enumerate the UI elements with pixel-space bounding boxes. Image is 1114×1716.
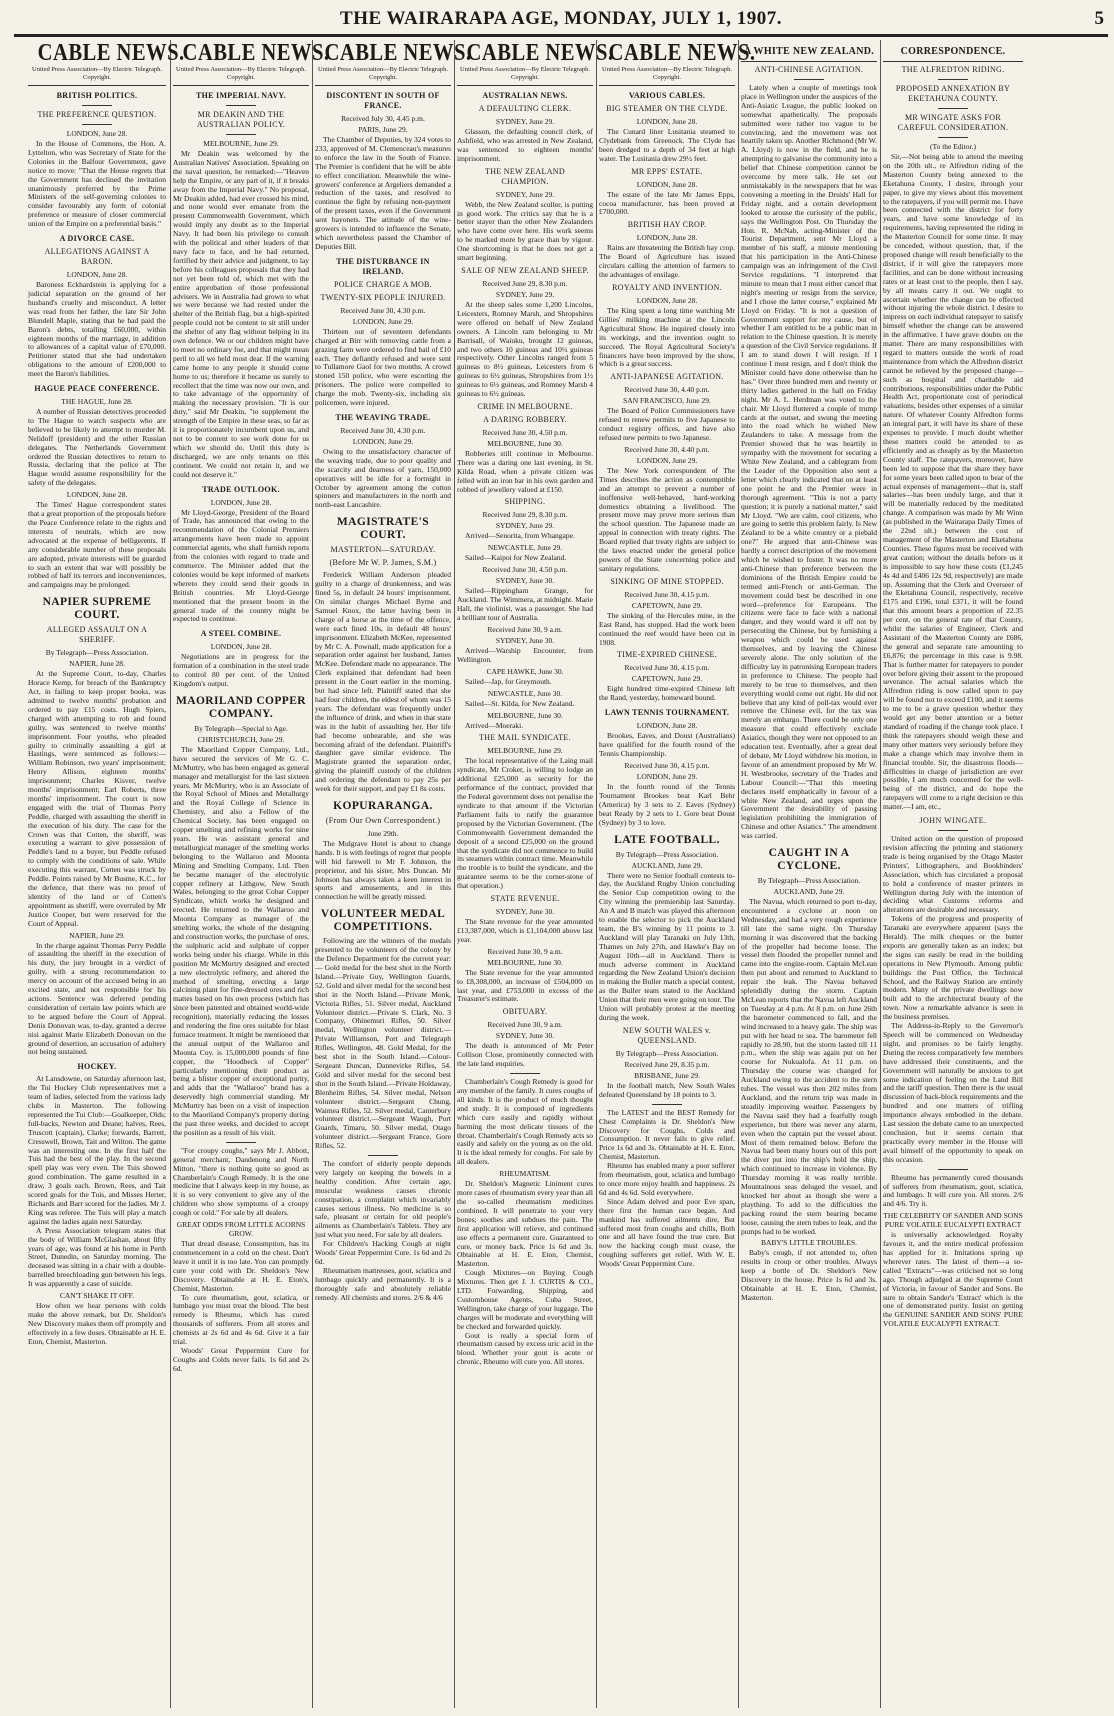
dateline: LONDON, June 28. — [210, 497, 272, 507]
subheading: MR EPPS' ESTATE. — [631, 166, 703, 176]
rule — [28, 85, 166, 86]
received-line: Received June 30, 4.15 p.m. — [624, 589, 710, 599]
subheading: BRITISH HAY CROP. — [627, 220, 707, 230]
dateline: MELBOURNE, June 30. — [487, 710, 563, 720]
subheading: ALLEGATIONS AGAINST A BARON. — [44, 247, 150, 267]
article-body: Brookes, Eaves, and Doust (Australians) have qualified for the fourth round of the Tennis Championship. — [599, 731, 735, 759]
column-divider — [454, 40, 455, 1708]
dateline: PARIS, June 29. — [358, 125, 408, 134]
received-line: Received June 30, 4.15 p.m. — [624, 760, 710, 770]
received-line: Received June 30, 9 a.m. — [487, 624, 563, 634]
article-body: Webb, the New Zealand sculler, is putting in good work. The critics say that he is a better stayer than the other New Zealanders who have come over here. His work seems to be marked more by grace than by vigour. One shortcoming is that he does not get a smart beginning. — [457, 199, 593, 263]
subheading: ALLEGED ASSAULT ON A SHERIFF. — [46, 625, 148, 645]
cable-news-banner: CABLE NEWS. — [608, 40, 756, 66]
dateline: SYDNEY, June 30. — [495, 1031, 555, 1041]
section-heading: HAGUE PEACE CONFERENCE. — [34, 384, 160, 394]
column-1 — [28, 40, 185, 1710]
letter-body: Sir,—Not being able to attend the meeting on the 20th ult., re Alfredton riding of the Masterton County being annexed to the Eketahuna County, I desire, through your paper, to give my views about this movement to the ratepayers, if you will permit me. I have been connected with the district for forty years, and have some knowledge of its requirements, having represented the riding in the Masterton Council for some time. It may be conceded, without question, that, if the proposed change will result beneficially to the district, if it will give the ratepayers more facilities, and can be done without increasing rates or at least cost to the people, then I say, by all means carry it out. We ought to ascertain whether the change can be effected without injuring the whole district. I desire to impress on each individual ratepayer to satisfy himself whether the change can be answered in the affirmative. I have grave doubts on the matter. There are many responsibilities with regard to matters outside the work of road maintenance from which the Alfredton district cannot be relieved by the proposed change—such as hospital and charitable aid contributions, responsibilities under the Public Health Act, proportionate cost of periodical valuations, besides other expenses of a similar nature. Of whatever County Alfredton forms an integral part, it will have its share of these expenses to provide. I much doubt whether these matters could be attended to as efficiently and as cheaply as by the Masterton County staff. The ratepayers, moreover, have been led to suppose that the share they have for some years been called upon to bear of the actual expenses of management—that is, staff salaries—has been unduly large, and that it will be materially reduced by the meditated change. A comparison was made by Mr Winn (as published in the Wairarapa Daily Times of the 22nd ult.) between the cost of management of the Masterton and Eketahuna Counties. These figures must be received with great caution; without the details before us it is impossible to say how these costs (£1,245 4s 4d and £406 12s 9d, respectively) are made up. Assuming that the Clerk and Overseer of the Eketahuna Council, respectively, receive £175 and £196, total £371, it will be found that this amount bears a proportion of 22.35 per cent. on the general rate of that County, whilst the salaries of Engineer, Clerk and Assistant of the Masterton County are £686, the general and separate rate amounting to £6,876; the percentage in this case is 9.98. That is further matter for ratepayers to ponder over before giving their assent to the proposed severance. The actual salaries which the Alfredton riding is now called upon to pay will be found not to exceed £100, and it seems to me to be a grave question whether they would get any better attention or a better standard of roading if the change took place. I think the ratepayers should weigh these and many other matters very seriously before they make a change which may involve them in financial trouble. Sir, the disastrous floods—difficulties in charge of jurisdiction are ever possible, I am much concerned for the well-being of the district, and do hope the ratepayers will come to a right decision re this matter.—I am, etc., — [883, 152, 1023, 812]
advertisement: Dr. Sheldon's Magnetic Liniment cures more cases of rheumatism every year than all the so-called rheumatism medicines combined. It will penetrate to your very bones; soothes and subdues the pain. The first application will relieve, and continued use effects a permanent cure. Guaranteed to cure, or money back. Price 1s 6d and 3s. Obtainable at H. E. Eton, Chemist, Masterton. — [457, 1179, 593, 1269]
subheading: THE PREFERENCE QUESTION. — [37, 110, 157, 119]
section-heading: A WHITE NEW ZEALAND. — [743, 46, 875, 57]
dateline: LONDON, June 29. — [352, 316, 414, 326]
article-body: The Chamber of Deputies, by 324 votes to 233, approved of M. Clemenceau's measures to enforce the law in the South of France. The Premier is confident that he will be able to effect conciliation. Meanwhile the wine-growers' conference at Argeliers demanded a reduction of the taxes, and resolved to continue the fight by refusing non-payment of the present taxes, even if the Government sent bayonets. The attitude of the wine-growers is intended to influence the Senate, which nevertheless passed the Chamber of Deputies Bill. — [315, 135, 451, 251]
subheading: MR DEAKIN AND THE AUSTRALIAN POLICY. — [196, 110, 286, 129]
dateline: CAPETOWN, June 29. — [631, 674, 703, 684]
column-divider — [738, 40, 739, 1708]
received-line: Received June 29, 8.35 p.m. — [624, 1059, 710, 1069]
received-line: Received June 30, 4.40 p.m. — [624, 385, 710, 395]
section-heading: CAUGHT IN A CYCLONE. — [768, 847, 850, 873]
dateline: SYDNEY, June 29. — [495, 117, 555, 126]
dateline: LONDON, June 29. — [352, 436, 414, 446]
masthead-rule — [14, 36, 1108, 37]
article-body: Arrived—Senorita, from Whangape. — [465, 531, 575, 541]
subheading: THE ALFREDTON RIDING. — [901, 65, 1005, 74]
masthead — [14, 6, 1108, 36]
article-body: Arrived—Moeraki. — [465, 720, 524, 730]
banner-credit: United Press Association—By Electric Telegraph. Copyright. — [602, 66, 732, 81]
article-body: The death is announced of Mr Peter Collison Close, prominently connected with the late land enquiries. — [457, 1041, 593, 1069]
dateline: LONDON, June 29. — [636, 455, 698, 465]
ad-title: CAN'T SHAKE IT OFF. — [59, 1291, 135, 1301]
article-body: Sailed—Kaipoi for New Zealand. — [465, 553, 567, 563]
received-line: Received July 30, 4.45 p.m. — [341, 114, 425, 123]
column-divider — [170, 40, 171, 1708]
advertisement: How often we hear persons with colds make the above remark, but Dr. Sheldon's New Discovery makes them off promptly and effectively in a few doses. Obtainable at H. E. Eton, Chemist, Masterton. — [28, 1301, 166, 1346]
dateline: MELBOURNE, June 29. — [203, 139, 279, 148]
ad-title: GREAT ODDS FROM LITTLE ACORNS GROW. — [176, 1220, 306, 1239]
dateline: AUCKLAND, June 29. — [631, 860, 703, 870]
advertisement: Cough Mixtures—on Buying Cough Mixtures. Then get J. J. CURTIS & CO., LTD. Forwarding, Shipping, and Customhouse Agents, Cuba Street, Wellington, take charge of your luggage. The charges will be moderate and everything will be checked and forwarded quickly. — [457, 1268, 593, 1331]
section-heading: MAGISTRATE'S COURT. — [336, 516, 430, 542]
dateline: LONDON, June 28. — [66, 129, 128, 138]
advertisement: The comfort of elderly people depends very largely on keeping the bowels in a healthy condition. After certain age, muscular weakness causes chronic constipation, a complaint which invariably causes serious illness. No medicine is so safe, pleasant or certain for old people's ailments as Chamberlain's Tablets. They are just what you need. For sale by all dealers. — [315, 1159, 451, 1240]
received-line: Received June 29, 8.30 p.m. — [482, 510, 568, 520]
byline: By Telegraph—Press Association. — [757, 876, 861, 886]
subheading: A DARING ROBBERY. — [483, 414, 567, 424]
column-5 — [599, 40, 756, 1710]
article-body: Eight hundred time-expired Chinese left the Rand, yesterday, homeward bound. — [599, 684, 735, 703]
dateline: SAN FRANCISCO, June 29. — [623, 396, 711, 406]
advertisement: Baby's cough, if not attended to, often results in croup or other troubles. Always keep a bottle of Dr. Sheldon's New Discovery in the house. Price 1s 6d and 3s. Obtainable at H. E. Eton, Chemist, Masterton. — [741, 1248, 877, 1302]
cable-news-banner: CABLE NEWS. — [324, 40, 472, 66]
section-heading: BRITISH POLITICS. — [56, 91, 138, 100]
article-body: Lately when a couple of meetings took place in Wellington under the auspices of the Anti-Asiatic League, the public looked on somewhat apathetically. The proposals submitted were rather too vague to be convincing, and the movement was not heartily taken up. Another Richmond (Mr W. A. Lloyd) is now in the field, and he is attempting to galvanise the community into a belief that Chinese competition cannot be overcome by mere talk. He set out unmistakably in the newspapers that he was convening a meeting in the Druids' Hall for Friday night, and a certain development looked to arouse the curiosity of the public, says the Wellington Post. On Thursday the Hon. R. McNab, acting-Minister of the Tourist Department, sent Mr Lloyd a member of his staff, a minute mentioning that his participation in the Anti-Chinese campaign was an infringement of the Civil Service regulations. "I interpreted that minute to mean that I must either cancel that night's meeting or resign from the service, and I chose the latter course," explained Mr Lloyd on Friday. "It is not a question of Government support for my cause, but of whether I am entitled to be a public man in relation to the Chinese question. It is merely a question of the Civil Service regulations. If I am to stand down I will resign. If I continue I must resign, and I don't think the Minister could have done otherwise than he has." Over three hundred men and twenty or thirty ladies gathered in the hall on Friday night. Mr A. L. Herdman was voted to the chair. Mr Lloyd fluttered a couple of trump cards at the outset, and swung the meeting into the road which he wished New Zealanders to take. A message from the Premier showed that he was heartily in sympathy with the movement for securing a White New Zealand, and a cablegram from the Leader of the Opposition also sent a letter which clearly indicated that on at least one point he and the Premier were in thorough agreement. "This is not a party question; it is purely a national matter," said Mr Lloyd. "We are calm, cool citizens, who are going to settle this problem fairly. Is New Zealand to be a white country or a piebald one?" He argued that anti-Chinese was hardly a correct description of the movement which he wished to foster. It was no more anti-Chinese than preference between the dominions of the British Empire could be termed anti-French or anti-German. The movement could best be described in one word—preference for Europeans. The citizens were face to face with a national danger, and they would ward it off not by persecuting the Chinese, but by furnishing a weapon which could be used against themselves, and by leaving the Chinese severely alone. The only solution of the difficulty lay in patronising European traders in preference to Chinese. The people had merely to be true to themselves, and then everything would come out right. He did not believe that any kind of poll-tax would ever remove the Chinese evil, for the tax was merely an embargo. There could be only one measure that could effectively exclude Asiatics, though they were not opposed to an education test. Eventually, after a great deal of debate, Mr Lloyd withdrew his motion, in favour of an amendment proposed by Mr W. H. Westbrooke, secretary of the Trades and Labour Council:—"That this meeting declares itself emphatically in favour of a white New Zealand, and urges upon the Government the desirability of passing legislation prohibiting the immigration of Chinese and other Asiatics." The amendment was carried. — [741, 83, 877, 841]
dateline: SYDNEY, June 30. — [495, 635, 555, 645]
dateline: LONDON, June 28. — [636, 295, 698, 305]
byline: By Telegraph—Press Association. — [615, 1048, 719, 1058]
subheading: OBITUARY. — [502, 1007, 548, 1017]
dateline: LONDON, June 28. — [636, 179, 698, 189]
article-body: In the charge against Thomas Perry Peddle of assaulting the sheriff in the execution of his duty, the jury brought in a verdict of guilty, with a strong recommendation to mercy on account of the accused being in an excited state, and not responsible for his actions. Sentence was deferred pending consideration of certain law points which are to be argued before the Court of Appeal. Denis Donovan was, to-day, granted a decree nisi against Marie Elizabeth Donovan on the ground of desertion, an accusation of adultery not being sustained. — [28, 940, 166, 1057]
received-line: Received June 30, 4.30 p.m. — [340, 305, 426, 315]
dateline: LONDON, June 28. — [66, 490, 128, 500]
section-heading: HOCKEY. — [77, 1062, 117, 1072]
dateline: LONDON, June 28. — [210, 642, 272, 652]
dateline: SYDNEY, June 29. — [495, 289, 555, 299]
subheading: MR WINGATE ASKS FOR CAREFUL CONSIDERATION. — [897, 113, 1009, 132]
article-body: Owing to the unsatisfactory character of the weaving trade, due to poor quality and the scarcity and dearness of yarn, 150,000 operatives will be idle for a fortnight in October by agreement among the cotton spinners and manufacturers in the north and north-east Lancashire. — [315, 446, 451, 510]
section-heading: THE DISTURBANCE IN IRELAND. — [336, 256, 430, 276]
dateline: NAPIER, June 28. — [69, 659, 125, 669]
banner-credit: United Press Association—By Electric Telegraph. Copyright. — [318, 66, 448, 81]
dateline: SYDNEY, June 30. — [495, 907, 555, 917]
banner-credit: United Press Association—By Electric Telegraph. Copyright. — [32, 66, 162, 81]
section-heading: THE WEAVING TRADE. — [335, 412, 431, 422]
article-body: Sailed—St. Kilda, for New Zealand. — [465, 698, 575, 708]
dateline: SYDNEY, June 29. — [495, 521, 555, 531]
column-2 — [173, 40, 330, 1710]
article-body: Tokens of the progress and prosperity of Taranaki are everywhere apparent (says the Herald). The milk cheques or the butter exports are generally taken as an index; but the signs can easily be read in the building operations in New Plymouth. Among public buildings the Post Office, the Technical School, and the Railway Station are entirely modern. Many of the private dwellings now built add to the architectural beauty of the town. Now a remarkable advance is seen in the business premises. — [883, 914, 1023, 1022]
byline: By Telegraph—Press Association. — [45, 648, 149, 658]
advertisement: is universally acknowledged. Royalty favours it, and the entire medical profession has applied for it. Imitations spring up wherever rates. The latest of them—a so-called "Extracts"—was criticised not so long ago. Though adjudged at the Supreme Court of Victoria, in favour of Sander and Sons. Be sure to obtain Sander's 'Extract' which is the one of demonstrated purity. Insist on getting the GENUINE SANDER AND SONS' PURE VOLATILE EUCALYPTI EXTRACT. — [883, 1230, 1023, 1329]
advertisement: Rheumo has enabled many a poor sufferer from rheumatism, gout, sciatica and lumbago to once more enjoy health and happiness. 2s 6d and 4s 6d. Sold everywhere. — [599, 1161, 736, 1197]
article-body: There were no Senior football contests to-day, the Auckland Rugby Union concluding the Senior Cup competition owing to the City winning the premiership last Saturday. An A and B match was played this afternoon to enable the selector to pick the Auckland team, the B's winning by 11 points to 3. Auckland will play Taranaki on July 13th, Thames on July 27th, and Hawke's Bay on August 10th—all in Auckland. There is much adverse comment in Auckland regarding the New Zealand Union's decision in making the Buller match a special contest, as the Buller team stated to the Auckland Union that their men were going on tour. The Union will probably protest at the meeting during the week. — [599, 870, 735, 1022]
dateline: NAPIER, June 29. — [69, 930, 125, 940]
article-body: In the football match, New South Wales defeated Queensland by 18 points to 3. — [599, 1080, 735, 1099]
article-body: In the House of Commons, the Hon. A. Lyttelton, who was Secretary of State for the Colonies in the Balfour Government, gave notice to move: "That the House regrets that the Government has declined the invitation unanimously preferred by the Prime Ministers of the self-governing colonies to consider favourably any form of colonial preference or measure of closer commercial union of the Empire on a preferential basis." — [28, 139, 166, 229]
column-divider — [596, 40, 597, 1708]
dateline: THE HAGUE, June 28. — [61, 397, 133, 407]
article-body: Sailed—Jap, for Greymouth. — [465, 676, 552, 686]
article-body: The estate of the late Mr James Epps, cocoa manufacturer, has been proved at £700,000. — [599, 189, 735, 217]
subheading: TIME-EXPIRED CHINESE. — [616, 650, 718, 660]
advertisement: Rheumo has permanently cured thousands of sufferers from rheumatism, gout, sciatica, and lumbago. It will cure you. All stores. 2/6 and 4/6. Try it. — [883, 1172, 1023, 1209]
ad-title: THE CELEBRITY OF SANDER AND SONS PURE VOLATILE EUCALYPTI EXTRACT — [883, 1211, 1023, 1230]
article-body: The local representative of the Laing mail syndicate, Mr Croker, is willing to lodge an additional £25,000 as security for the performance of the contract, provided that the Federal government does not penalise the syndicate to that amount if the Victorian Parliament fails to ratify the guarantee proposed by the Victorian Government. (The Commonwealth Government demanded the deposit of a second £25,000 on the ground that the syndicate did not commence to build its steamers within contract time. Meanwhile the trouble is to build the syndicate, and the guarantee seems to be the corner-stone of that operation.) — [457, 756, 593, 891]
subheading: PROPOSED ANNEXATION BY EKETAHUNA COUNTY. — [895, 84, 1011, 103]
column-7 — [883, 40, 1023, 1710]
subheading: (Before Mr W. P. James, S.M.) — [329, 558, 437, 568]
received-line: Received June 30, 4.15 p.m. — [624, 663, 710, 673]
article-body: Frederick William Anderson pleaded guilty to a charge of drunkenness, and was fined 5s, in default 24 hours' imprisonment. On similar charges Michael Byrne and Samuel Knox, the latter having been in charge of a horse at the time of the offence, were each fined 10s, in default 48 hours' imprisonment. Elizabeth McKee, represented by Mr C. A. Pownall, made application for a separation order against her husband, James McKee. Defendant made no appearance. The Clerk explained that defendant had been present in the Court earlier in the morning, but had since left. Plaintiff stated that she had four children, the eldest of whom was 15 years. The defendant was frequently under the influence of drink, and when in that state was in the habit of assaulting her. Her life had become unbearable, and she was becoming afraid of the defendant. Plaintiff's daughter gave similar evidence. The Magistrate granted the separation order, giving the plaintiff custody of the children and ordering the defendant to pay 25s per week for their support, and pay £1 8s costs. — [315, 570, 451, 794]
subheading: POLICE CHARGE A MOB. — [333, 279, 432, 289]
subheading: THE MAIL SYNDICATE. — [479, 733, 571, 743]
article-body: Robberies still continue in Melbourne. There was a daring one last evening, in St. Kilda Road, when a private citizen was felled with an iron bar in his own garden and robbed of jewellery valued at £150. — [457, 448, 593, 494]
article-body: In the fourth round of the Tennis Tournament Brookes beat Karl Behr (America) by 3 sets to 2. Eaves (Sydney) beat Ready by 2 sets to 1. Gore beat Doust (Sydney) by 3 to love. — [599, 781, 735, 827]
article-body: Negotiations are in progress for the formation of a combination in the steel trade to control 80 per cent. of the United Kingdom's output. — [173, 652, 309, 689]
advertisement: The LATEST and the BEST Remedy for Chest Complaints is Dr. Sheldon's New Discovery for Coughs, Colds and Consumption. It never fails to give relief. Price 1s 6d and 3s. Obtainable at H. E. Eton, Chemist, Masterton. — [599, 1107, 735, 1162]
article-body: The Mulgrave Hotel is about to change hands. It is with feelings of regret that people will bid farewell to Mr F. Johnson, the proprietor, and his sister, Mrs Duncan. Mr Johnson has always taken a keen interest in sports and amusements, and in this connection he will be greatly missed. — [315, 838, 452, 902]
cable-news-banner: CABLE NEWS. — [182, 40, 330, 66]
article-body: The Address-in-Reply to the Governor's Speech will be commenced on Wednesday night, and promises to be fairly lengthy. During the recess comparatively few members have addressed their constituents, and the Government will naturally be anxious to get some indication of feeling on the Land Bill and the tariff question. Then there is the usual discussion of back-block requirements and the hundred and one matters of trifling importance always embodied in the debate. Last session the debate came to an unexpected conclusion, but it seems certain that practically every member in the House will avail himself of the opportunity to speak on this occasion. — [883, 1021, 1023, 1164]
subheading: CRIME IN MELBOURNE. — [477, 401, 573, 411]
section-heading: A STEEL COMBINE. — [200, 629, 282, 639]
advertisement: For Children's Hacking Cough at night Woods' Great Peppermint Cure. 1s 6d and 2s 6d. — [315, 1239, 451, 1266]
column-divider — [312, 40, 313, 1708]
received-line: Received June 30, 4.30 p.m. — [340, 425, 426, 435]
dateline: LONDON, June 29. — [636, 771, 698, 781]
banner-credit: United Press Association—By Electric Telegraph. Copyright. — [176, 66, 306, 81]
cable-news-banner: CABLE NEWS. — [466, 40, 614, 66]
dateline: SYDNEY, June 30. — [495, 576, 555, 586]
received-line: Received June 30, 4.40 p.m. — [624, 444, 710, 454]
dateline: SYDNEY, June 29. — [495, 189, 555, 199]
advertisement: Woods' Great Peppermint Cure for Coughs and Colds never fails. 1s 6d and 2s 6d. — [173, 1345, 309, 1373]
dateline: CAPE HAWKE, June 30. — [486, 666, 564, 676]
column-6 — [741, 40, 877, 1710]
section-heading: MAORILAND COPPER COMPANY. — [175, 694, 307, 720]
article-body: A number of Russian detectives proceeded to The Hague to watch suspects who are believed to be likely to attempt to murder M. Nelidoff (president) and the other Russian delegates. The Netherlands Government ordered the Russian detectives to return to Russia, declaring that the police at The Hague would assume responsibility for the safety of the delegates. — [28, 407, 166, 488]
article-body: The Times' Hague correspondent states that a great proportion of the proposals before the Peace Conference relate to the rights and interests of neutrals, which are now advocated at the expense of belligerents. If any considerable number of these proposals are adopted, private interests will be guarded to such an extent that war will possibly be robbed of half its terrors and inconveniences, and campaigns may be prolonged. — [28, 500, 166, 590]
article-body: The King spent a long time watching Mr Gillies' milking machine at the Lincoln Agricultural Show. He inquired closely into its workings, and the invention ought to succeed. The Royal Agricultural Society's financers have been improved by the show, which is a great success. — [599, 305, 735, 369]
dateline: June 29th. — [367, 828, 399, 838]
section-heading: DISCONTENT IN SOUTH OF FRANCE. — [326, 91, 440, 110]
section-heading: CORRESPONDENCE. — [900, 46, 1006, 57]
article-body: Mr Deakin was welcomed by the Australian Natives' Association. Speaking on the naval question, he remarked:—"Heaven help the Empire, or any part of it, if it breaks away from the Imperial Navy." No proposal, Mr Deakin added, had ever crossed his mind, and none would ever emanate from the present Commonwealth Government, which would imply any doubt as to the Imperial Navy. It had been his privilege to consult with the political and other leaders of that navy face to face, and he had returned, fortified by their advice and judgment, to lay before his colleagues proposals that they had not yet been told of, which met with the entire approbation of those professional advisers. We in Australia had grown to what we were because we had rested under the shelter of the British flag, but a high-spirited people could not be content to sit still under the shelter of any flag without helping in its own defence. We or our children might have to meet no ordinary foe, and that might mean peril to all we held most dear. If the warning came home to any people it should come home to us; therefore it became us surely to recollect that the time was now our own, and to take advantage of the opportunity of making the necessary provision. "It is our duty," said Mr Deakin, "to supplement the strength of the Empire in these seas, so far as it is proportionately incumbent upon us, and not to be content to see work done for us which we should do. Until this duty is discharged, we are only tenants on this continent. We could not retain it, and we could not deserve it." — [173, 149, 310, 479]
article-body: Thirteen out of seventeen defendants charged at Birr with removing cattle from a grazing farm were ordered to find bail of £10 each. They defiantly refused and were sent to Tullamore Gaol for two months. A crowd stoned 150 police, who were escorting the prisoners. The police were compelled to charge the mob. Twenty-six, including six policemen, were injured. — [315, 326, 451, 408]
subheading: SALE OF NEW ZEALAND SHEEP. — [461, 265, 589, 275]
byline: By Telegraph—Press Association. — [615, 849, 719, 859]
received-line: Received June 30, 9 a.m. — [487, 946, 563, 956]
section-heading: NAPIER SUPREME COURT. — [42, 596, 152, 622]
article-body: Baroness Eckhardstein is applying for a judicial separation on the ground of her husband's cruelty and misconduct. A letter was read from her father, the late Sir John Blundell Maple, stating that he had paid the Baron's debts, totalling £60,000, within eighteen months of the marriage, in addition to allowances of a capital value of £70,000. Petitioner stated that she had undertaken obligations to the amount of £200,000 to meet the Baron's liabilities. — [28, 280, 166, 379]
article-body: The sinking of the Hercules mine, in the East Rand, has stopped. Had the work been continued the reef would have been cut in 1908. — [599, 610, 735, 647]
signature: JOHN WINGATE. — [919, 816, 987, 826]
advertisement: Chamberlain's Cough Remedy is good for any member of the family. It cures coughs of all kinds. It is the product of much thought and study. It is composed of ingredients which cure easily and rapidly without harming the most delicate tissues of the throat. Chamberlain's Cough Remedy acts so easily and safely on the young as on the old. It is the ideal remedy for coughs. For sale by all dealers. — [457, 1077, 593, 1167]
article-body: Glasson, the defaulting council clerk, of Ashfield, who was arrested in New Zealand, was sentenced to eighteen months' imprisonment. — [457, 127, 593, 163]
section-heading: LAWN TENNIS TOURNAMENT. — [604, 708, 730, 718]
subheading: NEW SOUTH WALES v. QUEENSLAND. — [622, 1025, 712, 1045]
article-body: The State revenue for the year amounted to £8,308,000, an increase of £504,000 on last year, and £753,000 in excess of the Treasurer's estimate. — [457, 967, 593, 1004]
article-body: Sailed—Rippingham Grange, for Auckland. The Wimmera, at midnight. Marie Hall, the violinist, was a passenger. She had a brilliant tour of Australia. — [457, 586, 593, 622]
dateline: CHRISTCHURCH, June 29. — [197, 734, 285, 744]
banner-credit: United Press Association—By Electric Telegraph. Copyright. — [460, 66, 590, 81]
article-body: United action on the question of proposed revision affecting the printing and stationery trade is being organised by the Otago Master Printers', Lithographers, and Bookbinders' Association, which has circulated a proposal to hold a conference of master printers in Wellington during July with the intention of deciding what Customs reforms and alterations are desirable and necessary. — [883, 834, 1023, 915]
article-body: Arrived—Warship Encounter, from Wellington. — [457, 645, 593, 664]
ad-title: BABY'S LITTLE TROUBLES. — [760, 1238, 857, 1248]
article-body: The Cunard liner Lusitania steamed to Clydebank from Greenock. The Clyde has been dredged to a depth of 34 feet at high water. The Lusitania drew 29½ feet. — [599, 127, 735, 163]
subheading: ROYALTY AND INVENTION. — [612, 282, 722, 292]
dateline: MELBOURNE, June 29. — [487, 746, 563, 756]
subheading: SINKING OF MINE STOPPED. — [610, 576, 724, 586]
column-3 — [315, 40, 472, 1710]
dateline: LONDON, June 28. — [636, 233, 698, 243]
received-line: Received June 30, 4.50 p.m. — [482, 427, 568, 437]
received-line: Received June 29, 8.30 p.m. — [482, 278, 568, 288]
subheading: ANTI-CHINESE AGITATION. — [754, 65, 864, 74]
page-number: 5 — [1094, 8, 1104, 29]
dateline: CAPETOWN, June 29. — [631, 600, 703, 610]
dateline: LONDON, June 28. — [66, 270, 128, 280]
subheading: STATE REVENUE. — [490, 894, 560, 904]
byline: By Telegraph—Special to Age. — [194, 723, 288, 733]
subheading: TWENTY-SIX PEOPLE INJURED. — [320, 292, 446, 302]
advertisement: Since Adam delved and poor Eve span, there first the human race began, And mankind has suffered ailments dire, But suffered most from coughs and chills, Both one and all have found the true cure. But now the hacking cough must cease, the coughing sufferers get relief, With W. E. Woods' Great Peppermint Cure. — [599, 1196, 735, 1269]
dateline: MELBOURNE, June 30. — [487, 957, 563, 967]
article-body: At Lansdowne, on Saturday afternoon last, the Tui Hockey Club representatives met a team of ladies, selected from the various lady clubs in Masterton. The following represented the Tui Club:—Goalkeeper, Olds; full-backs, Newton and Deane; halves, Rees, Truscott (captain), Clarke; forwards, Barrett, Cresswell, Brown, Tait and Wilton. The game was an interesting one. In the first half the Tuis had the best of the play. In the second spell play was very even. The Tuis showed good combination. The game resulted in a draw, 3 goals each. Brown, Rees, and Tait scored goals for the Tuis, and Misses Herter, Richards and Barr scored for the ladies. Mr J. King was referee. The Tuis will play a match against the ladies again next Saturday. — [28, 1074, 166, 1226]
dateline: MELBOURNE, June 30. — [487, 438, 563, 448]
advertisement: To cure rheumatism, gout, sciatica, or lumbago you must treat the blood. The best remedy is Rheumo, which has cured thousands of sufferers. From all stores and chemists at 2s 6d and 4s 6d. Give it a fair trial. — [173, 1292, 309, 1347]
article-body: Rains are threatening the British hay crop. The Board of Agriculture has issued circulars calling the attention of farmers to the advantages of ensilage. — [599, 243, 735, 280]
dateline: BRISBANE, June 29. — [634, 1070, 700, 1080]
subheading: A DEFAULTING CLERK. — [478, 104, 572, 113]
advertisement: Gout is really a special form of rheumatism caused by excess uric acid in the blood. Whether your gout is acute or chronic, Rheumo will cure you. All stores. — [457, 1330, 593, 1367]
salutation: (To the Editor.) — [930, 142, 976, 151]
section-heading: LATE FOOTBALL. — [614, 833, 720, 846]
article-body: The New York correspondent of The Times describes the action as contemptible and an attempt to prevent a number of inoffensive well-behaved, hard-working domestics obtaining a livelihood. The present move may prove more serious than the school question. The Japanese made an appeal in connection with treaty rights. The Board replied that treaty rights are subject to the laws enacted under the general police powers of the State concerning police and sanitary regulations. — [599, 465, 735, 573]
subheading: THE NEW ZEALAND CHAMPION. — [485, 166, 565, 186]
article-body: The Navua, which returned to port to-day, encountered a cyclone at noon on Wednesday, and had a very rough experience till late the same night. On Thursday morning it was discovered that the backing of the propeller had become loose. The vessel then flooded the propeller tunnel and came into the engine-room. Captain McLean then put about and returned to Auckland to repair the leak. The Navua behaved splendidly during the storm. Captain McLean reports that the Navua left Auckland on Tuesday at 4 p.m. At 8 p.m. on June 26th the barometer commenced to fall, and the wind increased to a heavy gale. The ship was put with her head to sea. The barometer fell rapidly to 28.90, but the storm lasted till 11 p.m., when the ship was again put on her course for Nukualofa. At 11 p.m. on Thursday the course was changed for Auckland owing to the accident to the stern tubes. The vessel was then 202 miles from Auckland, and the return trip was made in steadily improving weather. Passengers by the Navua said they had a fearfully rough experience, but there was never any alarm, even when the captain put the vessel about. Most of them remained below. Before the Navua had been many hours out of this port the diver put into the ship's hold the ship, which continued to increase in violence. By Thursday morning it was really terrible. Mountainous seas deluged the vessel, and knocked her about as though she were a plaything. To add to the difficulties the packing round the stern bearing became loose, causing the stern tubes to leak, and the pumps had to be worked. — [741, 897, 877, 1236]
dateline: NEWCASTLE, June 29. — [487, 543, 563, 553]
column-divider — [880, 40, 881, 1708]
section-heading: AUSTRALIAN NEWS. — [482, 91, 568, 100]
article-body: At the Supreme Court, to-day, Charles Horace Kemp, for breach of the Bankruptcy Act, in failing to keep proper books, was admitted to twelve months' probation and ordered to pay £15 costs. Hugh Spiers, charged with attempting to rob and found guilty, was sentenced to twelve months' imprisonment. Four youths, who pleaded guilty to criminally assaulting a girl at Hastings, were sentenced as follows:—William Robinson, two years' imprisonment; Henry Allison, eighteen months' imprisonment; Charles Kisver, twelve months' imprisonment; Earl Roberts, three months' imprisonment. The court is now engaged with the trial of Thomas Perry Peddle, charged with assaulting the sheriff in the execution of his duty. The case for the Crown was that Cotten, the sheriff, was executing a warrant to give possession of Peddle's land to a buyer, but Peddle refused to comply with the conditions of sale. While executing this warrant, Cotten was struck by Peddle. Points raised by Mr Busme, K.C., for the defence, that there was no proof of identity of the land or of Cotten's appointment as sheriff, were overruled by Mr Justice Cooper, but were reserved for the Court of Appeal. — [28, 669, 166, 928]
article-body: At the sheep sales some 1,200 Lincolns, Leicesters, Romney Marsh, and Shropshires were offered on behalf of New Zealand owners. A Lincoln ram belonging to Mr Barrisall, of Waiuku, brought 12 guineas, and two others 10 guineas and 10½ guineas respectively. Other Lincolns ranged from 5 guineas to 8½ guineas, Leicesters from 6 guineas to 6½ guineas, Shropshires from 1½ guineas to 6½ guineas, and Romney Marsh 4 guineas to 6½ guineas. — [457, 299, 593, 399]
section-heading: VOLUNTEER MEDAL COMPETITIONS. — [320, 908, 446, 934]
article-body: The Maoriland Copper Company, Ltd., have secured the services of Mr G. C. McMurtry, who has been engaged as general manager and metallurgist for the last sixteen years. Mr McMurtry, who is an Associate of the Royal School of Mines and Metallurgy and the Royal College of Science in Chemistry, and also a Fellow of the Chemical Society, has been engaged on copper smelting and refining works for nine years. He was assistant general and metallurgical manager of the smelting works belonging to the Wallaroo and Moonta Mining and Smelting Company, Ltd. Then he became manager of the electrolytic copper refinery at Lithgow, New South Wales, belonging to the great Cobar Copper Syndicate, which works he designed and erected. He returned to the Wallaroo and Moonta Company as manager of the smelting works, the whole of the designing and construction works, the purchase of ores, the sulphuric acid and sulphate of copper works being under his charge. While in this position Mr McMurtry designed and erected a new electrolytic refinery, and altered the method of smelting, erecting a large calcining plant for fine-dressed ores and rich mattes based on his own process (which has since been patented and obtained world-wide recognition), materially reducing the losses and rendering the fine ores suitable for blast furnace treatment. It might be mentioned that the annual output of the Wallaroo and Moonta Coy. is 15,000,000 pounds of fine copper, the "Hoodbeck of Copper" particularly mentioning their product as being a blister copper of exceptional purity, and adds that the "Wallaroo" brand has a deservedly high commercial standing. Mr McMurtry has been on a visit of inspection to the Maoriland Company's property during the past three weeks, and decided to accept the position as a result of his visit. — [173, 744, 309, 1137]
advertisement: That dread disease, Consumption, has its commencement in a cold on the chest. Don't leave it until it is too late. You can promptly cure your cold with Dr. Sheldon's New Discovery. Obtainable at H. E. Eton's, Chemist, Masterton. — [173, 1239, 309, 1293]
section-heading: A DIVORCE CASE. — [59, 234, 135, 244]
article-body: The Board of Police Commissioners have refused to renew permits to five Japanese to conduct registry offices, and have also refused new permits to two Japanese. — [599, 406, 735, 443]
advertisement: Rheumatism mattresses, gout, sciatica and lumbago quickly and permanently. It is a thoroughly safe and absolutely reliable remedy. All chemists and stores. 2/6 & 4/6 — [315, 1265, 451, 1302]
article-body: The State revenue for the year amounted £13,387,000, which is £1,104,000 above last year. — [457, 917, 593, 944]
masthead-title: THE WAIRARAPA AGE, MONDAY, JULY 1, 1907. — [340, 8, 782, 29]
dateline: LONDON, June 28. — [636, 721, 698, 731]
dateline: NEWCASTLE, June 30. — [487, 688, 563, 698]
column-4 — [457, 40, 614, 1710]
article-body: A Press Association telegram states that the body of William McGlashan, about fifty years of age, was found at his home in Perth Street, Dunedin, on Saturday morning. The deceased was sitting in a chair with a double-barrelled breechloading gun between his legs. It was apparently a case of suicide. — [28, 1225, 166, 1289]
section-heading: THE IMPERIAL NAVY. — [195, 91, 287, 100]
received-line: Received June 30, 4.50 p.m. — [482, 565, 568, 575]
cable-news-banner: CABLE NEWS. — [37, 40, 185, 66]
section-heading: VARIOUS CABLES. — [628, 91, 706, 100]
subheading: ANTI-JAPANESE AGITATION. — [610, 372, 724, 382]
advertisement: "For croupy coughs," says Mr J. Abbott, general merchant, Dandenong and North Mitton, "there is nothing quite so good as Chamberlain's Cough Remedy. It is the one medicine that I always keep in my house, as it is so very convenient to give any of the children who show symptoms of a croupy cough or cold." For sale by all dealers. — [173, 1145, 309, 1218]
received-line: Received June 30, 9 a.m. — [487, 1020, 563, 1030]
subheading: (From Our Own Correspondent.) — [325, 815, 441, 825]
ad-title: RHEUMATISM. — [499, 1169, 551, 1179]
dateline: LONDON, June 28. — [636, 117, 698, 126]
subheading: BIG STEAMER ON THE CLYDE. — [606, 104, 728, 113]
section-heading: KOPURARANGA. — [333, 799, 433, 812]
section-heading: TRADE OUTLOOK. — [202, 484, 280, 494]
article-body: Following are the winners of the medals presented to the volunteers of the colony by the Defence Department for the current year:— Gold medal for the best shot in the North Island.—Private Guy, Wellington Guards, 52. Gold and silver medal for the second best shot in the North Island.—Private Monk, Victoria Rifles, 51. Silver medal, Auckland Volunteer district.—Private S. Clark, No. 3 Company, Ohinemuri Rifles, 50. Silver medal, Wellington volunteer district.—Private Williamson, Port and Telegraph Rifles, Wellington, 48. Gold Medal, for the best shot in the South Island.—Colour-Sergeant Duncan, Dannevirke Rifles, 54. Gold and silver medal for the second best shot in the South Island.—Private Holdaway, Blenheim Rifles, 54. Silver medal, Nelson volunteer district.—Sergeant Chung, Waimea Rifles, 52. Silver medal, Canterbury volunteer district.—Sergeant Waugh, Port Guards, Timaru, 50. Silver medal, Otago volunteer district.—Sergeant France, Gore Rifles, 52. — [315, 936, 452, 1151]
subheading: MASTERTON—SATURDAY. — [330, 545, 436, 555]
dateline: AUCKLAND, June 29. — [773, 887, 845, 897]
article-body: Mr Lloyd-George, President of the Board of Trade, has announced that owing to the recommendation of the Colonial Premiers arrangements have been made to appoint commercial agents, who shall furnish reports from the colonies with regard to trade and commerce. The Minister added that the colonies would be kept informed of markets whereto they could send their goods in British countries. Mr Lloyd-George mentioned that the present boom in the general trade of the country might be expected to continue. — [173, 507, 309, 624]
subheading: SHIPPING. — [504, 497, 546, 507]
